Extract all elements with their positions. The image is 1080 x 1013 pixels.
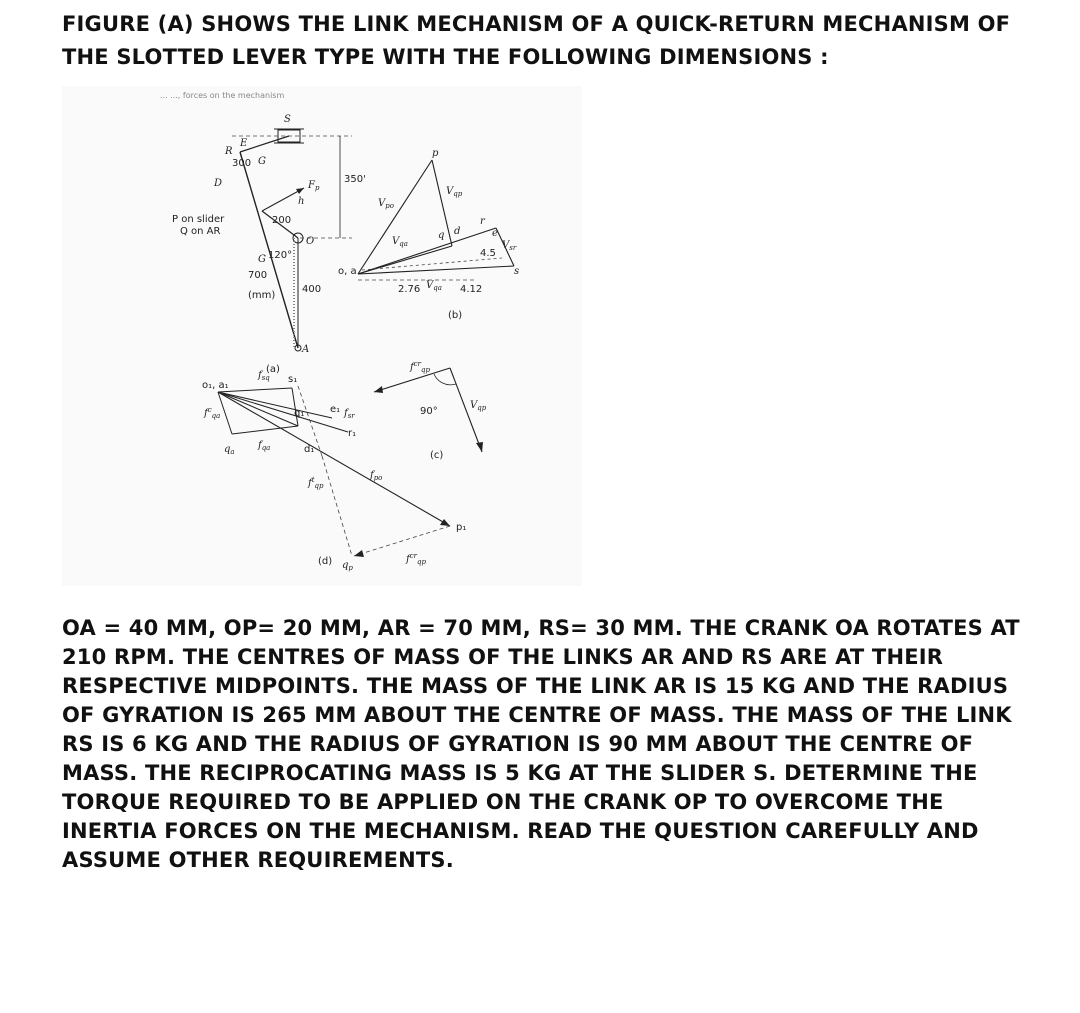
label-fcr-d: $f^{cr}_{qp}$ (406, 552, 426, 566)
label-a: A (302, 344, 310, 355)
label-fcr: $f^{cr}_{qp}$ (410, 360, 430, 374)
label-45: 4.5 (480, 248, 496, 259)
label-vqp: $V_{qp}$ (446, 186, 463, 198)
label-fqa: $f_{qa}$ (258, 440, 271, 452)
label-700: 700 (248, 270, 268, 281)
label-d: d (454, 226, 461, 237)
problem-statement: OA = 40 MM, OP= 20 MM, AR = 70 MM, RS= 30 MM. THE CRANK OA ROTATES AT 210 RPM. THE CENTRES OF MASS OF THE LINKS AR AND RS ARE AT THEIR RESPECTIVE MIDPOINTS. THE MASS OF THE LINK AR IS 15 KG AND THE RADIUS OF GYRATION IS 265 MM ABOUT THE CENTRE OF MASS. THE MASS OF THE LINK RS IS 6 KG AND THE RADIUS OF GYRATION IS 90 MM ABOUT THE CENTRE OF MASS. THE RECIPROCATING MASS IS 5 KG AT THE SLIDER S. DETERMINE THE TORQUE REQUIRED TO BE APPLIED ON THE CRANK OP TO OVERCOME THE INERTIA FORCES ON THE MECHANISM. READ THE QUESTION CAREFULLY AND ASSUME OTHER REQUIREMENTS. (62, 616, 1020, 872)
caption-b: (b) (448, 310, 463, 321)
label-o1a1: o₁, a₁ (202, 380, 229, 391)
label-r: R (225, 146, 233, 157)
label-p: p (432, 148, 439, 159)
label-vqp-c: $V_{qp}$ (470, 400, 487, 412)
label-o: O (306, 236, 315, 247)
caption-d: (d) (318, 556, 333, 567)
label-q-on-ar: Q on AR (180, 226, 221, 237)
problem-heading: FIGURE (A) SHOWS THE LINK MECHANISM OF A QUICK-RETURN MECHANISM OF THE SLOTTED LEVER TYPE WITH THE FOLLOWING DIMENSIONS : (62, 12, 1011, 69)
label-oa: o, a (338, 266, 357, 277)
label-fpo: $f_{po}$ (370, 470, 383, 482)
label-qp: $q_p$ (342, 560, 353, 572)
label-r-small: r (480, 216, 485, 227)
label-g-mid: G (258, 254, 266, 265)
label-e-small: e (492, 228, 498, 239)
label-fp: $F_p$ (308, 180, 320, 192)
label-ftqp: $f^t_{qp}$ (308, 476, 324, 490)
label-200: 200 (272, 215, 292, 226)
cropped-caption-text: ... ..., forces on the mechanism (160, 91, 285, 100)
label-d: D (214, 178, 223, 189)
label-e1: e₁ (330, 404, 341, 415)
label-d1: d₁ (304, 444, 315, 455)
label-q1: q₁ (294, 408, 305, 419)
label-g-top: G (258, 156, 266, 167)
mechanism-diagram (62, 86, 582, 586)
label-vpo: $V_{po}$ (378, 198, 394, 210)
label-s: S (284, 114, 291, 125)
label-fsr: $f_{sr}$ (344, 408, 355, 420)
label-350: 350' (344, 174, 366, 185)
label-r1: r₁ (348, 428, 357, 439)
label-120: 120° (268, 250, 293, 261)
figure-background (62, 86, 582, 586)
label-90: 90° (420, 406, 438, 417)
label-fsq: $f_{sq}$ (258, 370, 270, 382)
label-fcqa: $f^c_{qa}$ (204, 406, 221, 420)
label-p1: p₁ (456, 522, 467, 533)
label-q: q (438, 230, 445, 241)
label-vqa2: $V_{qa}$ (426, 280, 442, 292)
mechanism-figure (62, 86, 582, 586)
label-e: E (240, 138, 248, 149)
label-276: 2.76 (398, 284, 421, 295)
label-p-on-slider: P on slider (172, 214, 225, 225)
caption-a: (a) (266, 364, 280, 375)
label-400: 400 (302, 284, 322, 295)
label-s-small: s (514, 266, 520, 277)
label-412: 4.12 (460, 284, 483, 295)
caption-c: (c) (430, 450, 444, 461)
label-s1: s₁ (288, 374, 298, 385)
label-vqa: $V_{qa}$ (392, 236, 408, 248)
label-mm: (mm) (248, 290, 276, 301)
label-300: 300 (232, 158, 252, 169)
label-vsr: $V_{sr}$ (502, 240, 517, 252)
label-h: h (298, 196, 305, 207)
label-qa: $q_a$ (224, 444, 235, 456)
